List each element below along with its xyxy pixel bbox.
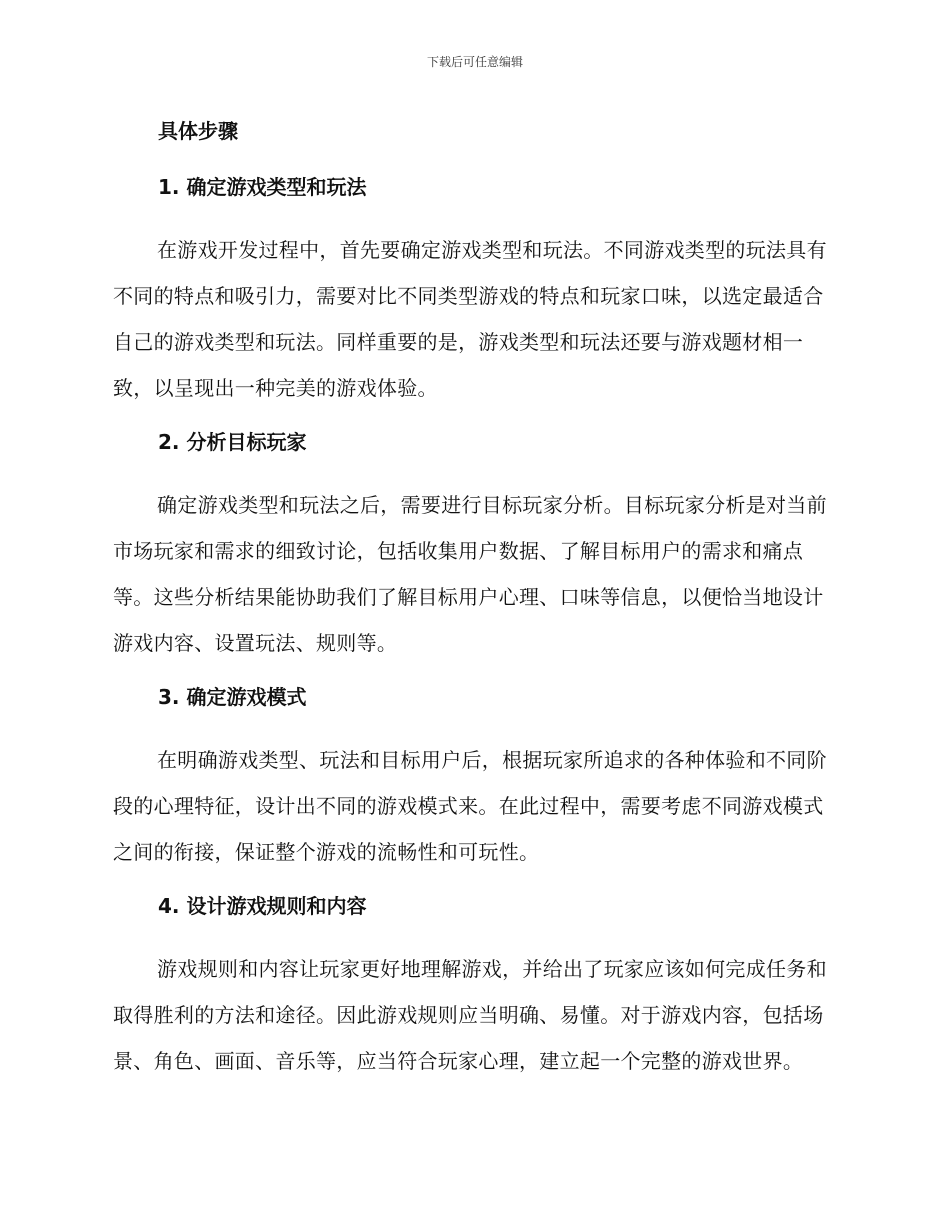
- section-paragraph-4: 游戏规则和内容让玩家更好地理解游戏，并给出了玩家应该如何完成任务和取得胜利的方法和途径。因此游戏规则应当明确、易懂。对于游戏内容，包括场景、角色、画面、音乐等，应当符合玩家心理，建立起一个完整的游戏世界。: [113, 957, 827, 1073]
- page-header-note: 下载后可任意编辑: [426, 55, 523, 69]
- section-heading-2: 2. 分析目标玩家: [158, 430, 307, 454]
- section-heading-4: 4. 设计游戏规则和内容: [158, 894, 367, 918]
- section-heading-1: 1. 确定游戏类型和玩法: [158, 175, 367, 199]
- section-heading-3: 3. 确定游戏模式: [158, 685, 307, 709]
- section-paragraph-2: 确定游戏类型和玩法之后，需要进行目标玩家分析。目标玩家分析是对当前市场玩家和需求的细致讨论，包括收集用户数据、了解目标用户的需求和痛点等。这些分析结果能协助我们了解目标用户心理、口味等信息，以便恰当地设计游戏内容、设置玩法、规则等。: [113, 493, 827, 655]
- document-body: [113, 112, 829, 1100]
- document-title: 具体步骤: [158, 119, 238, 143]
- section-paragraph-3: 在明确游戏类型、玩法和目标用户后，根据玩家所追求的各种体验和不同阶段的心理特征，设计出不同的游戏模式来。在此过程中，需要考虑不同游戏模式之间的衔接，保证整个游戏的流畅性和可玩性。: [113, 748, 827, 864]
- section-paragraph-1: 在游戏开发过程中，首先要确定游戏类型和玩法。不同游戏类型的玩法具有不同的特点和吸引力，需要对比不同类型游戏的特点和玩家口味，以选定最适合自己的游戏类型和玩法。同样重要的是，游戏类型和玩法还要与游戏题材相一致，以呈现出一种完美的游戏体验。: [113, 238, 827, 400]
